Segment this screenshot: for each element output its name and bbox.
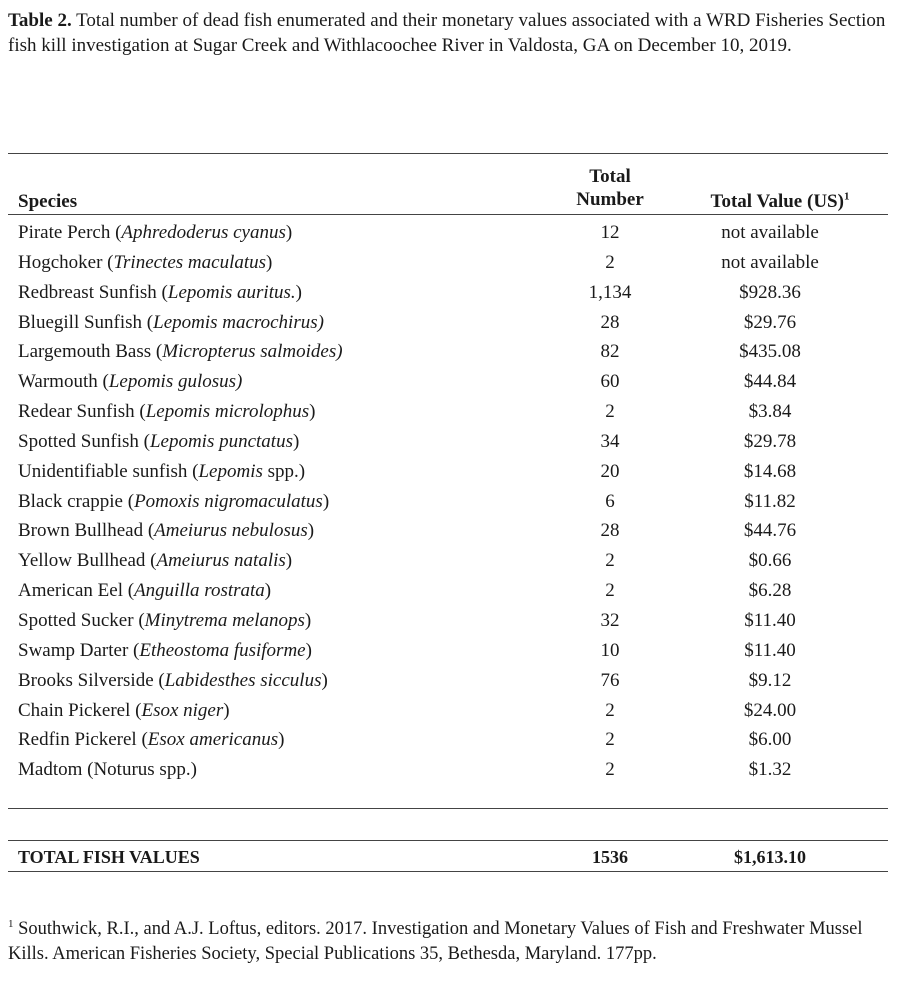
total-number-cell: 20 <box>600 460 620 482</box>
table-row <box>0 696 904 726</box>
total-value: $1,613.10 <box>734 847 806 867</box>
total-number-cell: 32 <box>600 609 620 631</box>
table-row <box>0 427 904 457</box>
species-scientific-name: Pomoxis nigromaculatus <box>134 490 323 512</box>
species-scientific-name: Labidesthes sicculus <box>164 669 322 691</box>
total-number-cell: 2 <box>605 699 615 721</box>
species-name-tail: ) <box>321 669 328 691</box>
header-total-value <box>690 190 870 213</box>
total-number-cell: 2 <box>605 580 615 602</box>
total-number-cell: 28 <box>600 311 620 333</box>
species-common-name: Pirate Perch ( <box>18 222 122 243</box>
species-scientific-name: Etheostoma fusiforme <box>139 639 306 661</box>
total-value-cell: $11.82 <box>744 490 796 512</box>
footnote-marker: 1 <box>8 917 14 930</box>
species-name-tail: ) <box>309 401 316 423</box>
species-scientific-name: Lepomis punctatus <box>149 430 293 452</box>
table-row <box>0 546 904 576</box>
species-scientific-name: Ameiurus natalis <box>156 550 286 572</box>
table-top-rule <box>8 153 888 154</box>
caption-text: Total number of dead fish enumerated and their monetary values associated with a WRD Fisheries Section fish kill investigation at Sugar Creek and Withlacoochee River in Valdosta, GA on December 10, 2019. <box>8 10 886 56</box>
total-value-cell: $29.76 <box>743 311 797 333</box>
total-label: TOTAL FISH VALUES <box>18 847 200 867</box>
table-row <box>0 516 904 546</box>
species-cell <box>18 367 242 397</box>
total-value-cell: $435.08 <box>739 341 801 363</box>
table-row <box>0 636 904 666</box>
total-number-cell: 76 <box>600 669 620 691</box>
header-total-value-label: Total Value (US) <box>710 191 844 212</box>
species-common-name: Brown Bullhead ( <box>18 520 155 542</box>
total-number-cell: 60 <box>600 371 620 393</box>
table-row <box>0 725 904 755</box>
species-scientific-name: Aphredoderus cyanus <box>121 222 286 243</box>
species-cell <box>18 725 284 755</box>
total-value-cell: $24.00 <box>743 699 797 721</box>
total-value-cell: $44.76 <box>743 520 797 542</box>
species-common-name: Chain Pickerel ( <box>18 699 142 721</box>
species-common-name: Swamp Darter ( <box>18 639 140 661</box>
species-name-tail: ) <box>307 520 315 542</box>
species-common-name: Redear Sunfish ( <box>18 401 146 423</box>
species-scientific-name: Lepomis auritus. <box>167 281 296 303</box>
species-name-tail: ) <box>292 430 300 452</box>
species-name-tail: spp.) <box>262 460 306 482</box>
total-number-cell: 12 <box>600 222 620 243</box>
table-row <box>0 218 904 248</box>
table-body <box>0 218 904 785</box>
total-number: 1536 <box>592 847 628 867</box>
total-number-cell: 28 <box>600 520 620 542</box>
table-row <box>0 367 904 397</box>
species-cell <box>18 576 271 606</box>
table-row <box>0 308 904 338</box>
total-number-cell: 34 <box>600 430 620 452</box>
species-cell <box>18 487 329 517</box>
species-scientific-name: Micropterus salmoides) <box>162 341 343 363</box>
header-total-number-line2: Number <box>576 189 644 210</box>
species-name-tail: ) <box>285 550 293 572</box>
total-value-cell: $44.84 <box>743 371 797 393</box>
total-value-cell: $9.12 <box>748 669 792 691</box>
species-cell <box>18 457 305 487</box>
species-scientific-name: Esox niger <box>141 699 224 721</box>
table-row <box>0 278 904 308</box>
total-number-cell: 10 <box>600 639 620 661</box>
total-value-cell: $14.68 <box>743 460 797 482</box>
species-cell <box>18 308 324 338</box>
total-value-cell: $928.36 <box>739 281 801 303</box>
total-value-cell: $29.78 <box>743 430 797 452</box>
species-scientific-name: Minytrema melanops <box>144 609 305 631</box>
species-common-name: Yellow Bullhead ( <box>18 550 157 572</box>
species-cell <box>18 606 311 636</box>
species-common-name: Redbreast Sunfish ( <box>18 281 168 303</box>
species-scientific-name: Lepomis microlophus <box>145 401 310 423</box>
table-row <box>0 666 904 696</box>
species-name-tail: ) <box>305 639 312 661</box>
species-cell <box>18 666 328 696</box>
total-value-cell: $11.40 <box>744 609 796 631</box>
species-cell <box>18 218 292 248</box>
species-cell <box>18 755 197 785</box>
species-scientific-name: Esox americanus <box>147 729 279 751</box>
species-cell <box>18 696 230 726</box>
header-total-number <box>555 165 665 211</box>
species-scientific-name: Trinectes maculatus <box>113 251 267 273</box>
species-name-tail: ) <box>322 490 330 512</box>
species-cell <box>18 278 302 308</box>
header-rule <box>8 214 888 215</box>
total-number-cell: 2 <box>605 550 615 572</box>
total-value-cell: not available <box>721 222 819 243</box>
species-name-tail: ) <box>285 222 293 243</box>
species-common-name: Bluegill Sunfish ( <box>18 311 154 333</box>
species-common-name: Largemouth Bass ( <box>18 341 163 363</box>
table-row <box>0 457 904 487</box>
total-top-rule <box>8 840 888 841</box>
species-cell <box>18 427 299 457</box>
species-common-name: Hogchoker ( <box>18 251 114 273</box>
header-species: Species <box>18 191 78 212</box>
table-row <box>0 397 904 427</box>
table-caption <box>8 8 898 58</box>
total-value-cell: $3.84 <box>748 401 792 423</box>
caption-label: Table 2. <box>8 10 72 31</box>
table-row <box>0 576 904 606</box>
total-value-cell: not available <box>721 251 819 273</box>
species-common-name: Unidentifiable sunfish ( <box>18 460 199 482</box>
header-total-number-line1: Total <box>589 166 631 187</box>
species-cell <box>18 248 272 278</box>
total-value-cell: $6.00 <box>748 729 792 751</box>
total-number-cell: 6 <box>605 490 615 512</box>
footnote-text: Southwick, R.I., and A.J. Loftus, editors. 2017. Investigation and Monetary Values of Fish and Freshwater Mussel Kills. American Fisheries Society, Special Publications 35, Bethesda, Maryland. 177pp. <box>8 919 863 964</box>
total-number-cell: 2 <box>605 729 615 751</box>
species-name-tail: ) <box>278 729 285 751</box>
species-common-name: Madtom (Noturus spp.) <box>18 759 197 781</box>
species-scientific-name: Lepomis gulosus) <box>108 371 243 393</box>
total-value-cell: $0.66 <box>748 550 792 572</box>
species-common-name: Spotted Sunfish ( <box>18 430 150 452</box>
species-cell <box>18 337 343 367</box>
total-number-cell: 2 <box>605 251 615 273</box>
species-common-name: Warmouth ( <box>18 371 109 393</box>
species-common-name: Brooks Silverside ( <box>18 669 165 691</box>
species-cell <box>18 397 315 427</box>
total-number-cell: 82 <box>600 341 620 363</box>
species-common-name: American Eel ( <box>18 580 135 602</box>
species-scientific-name: Anguilla rostrata <box>134 580 265 602</box>
total-number-cell: 2 <box>605 401 615 423</box>
total-value-cell: $6.28 <box>748 580 792 602</box>
species-cell <box>18 546 292 576</box>
table-row <box>0 337 904 367</box>
species-name-tail: ) <box>266 251 273 273</box>
table-row <box>0 487 904 517</box>
total-number-cell: 1,134 <box>588 281 632 303</box>
species-scientific-name: Lepomis <box>198 460 263 482</box>
species-name-tail: ) <box>223 699 230 721</box>
total-value-cell: $1.32 <box>748 759 792 781</box>
table-body-bottom-rule <box>8 808 888 809</box>
total-bottom-rule <box>8 871 888 872</box>
species-cell <box>18 636 312 666</box>
footnote <box>8 917 898 967</box>
total-number-cell: 2 <box>605 759 615 781</box>
species-common-name: Redfin Pickerel ( <box>18 729 148 751</box>
table-row <box>0 248 904 278</box>
header-footnote-marker: 1 <box>843 190 850 203</box>
species-name-tail: ) <box>304 609 312 631</box>
species-name-tail: ) <box>295 281 302 303</box>
table-row <box>0 606 904 636</box>
table-row <box>0 755 904 785</box>
total-value-cell: $11.40 <box>744 639 796 661</box>
species-scientific-name: Ameiurus nebulosus <box>154 520 308 542</box>
species-scientific-name: Lepomis macrochirus) <box>153 311 324 333</box>
species-common-name: Spotted Sucker ( <box>18 609 145 631</box>
species-cell <box>18 516 314 546</box>
species-common-name: Black crappie ( <box>18 490 135 512</box>
species-name-tail: ) <box>264 580 272 602</box>
